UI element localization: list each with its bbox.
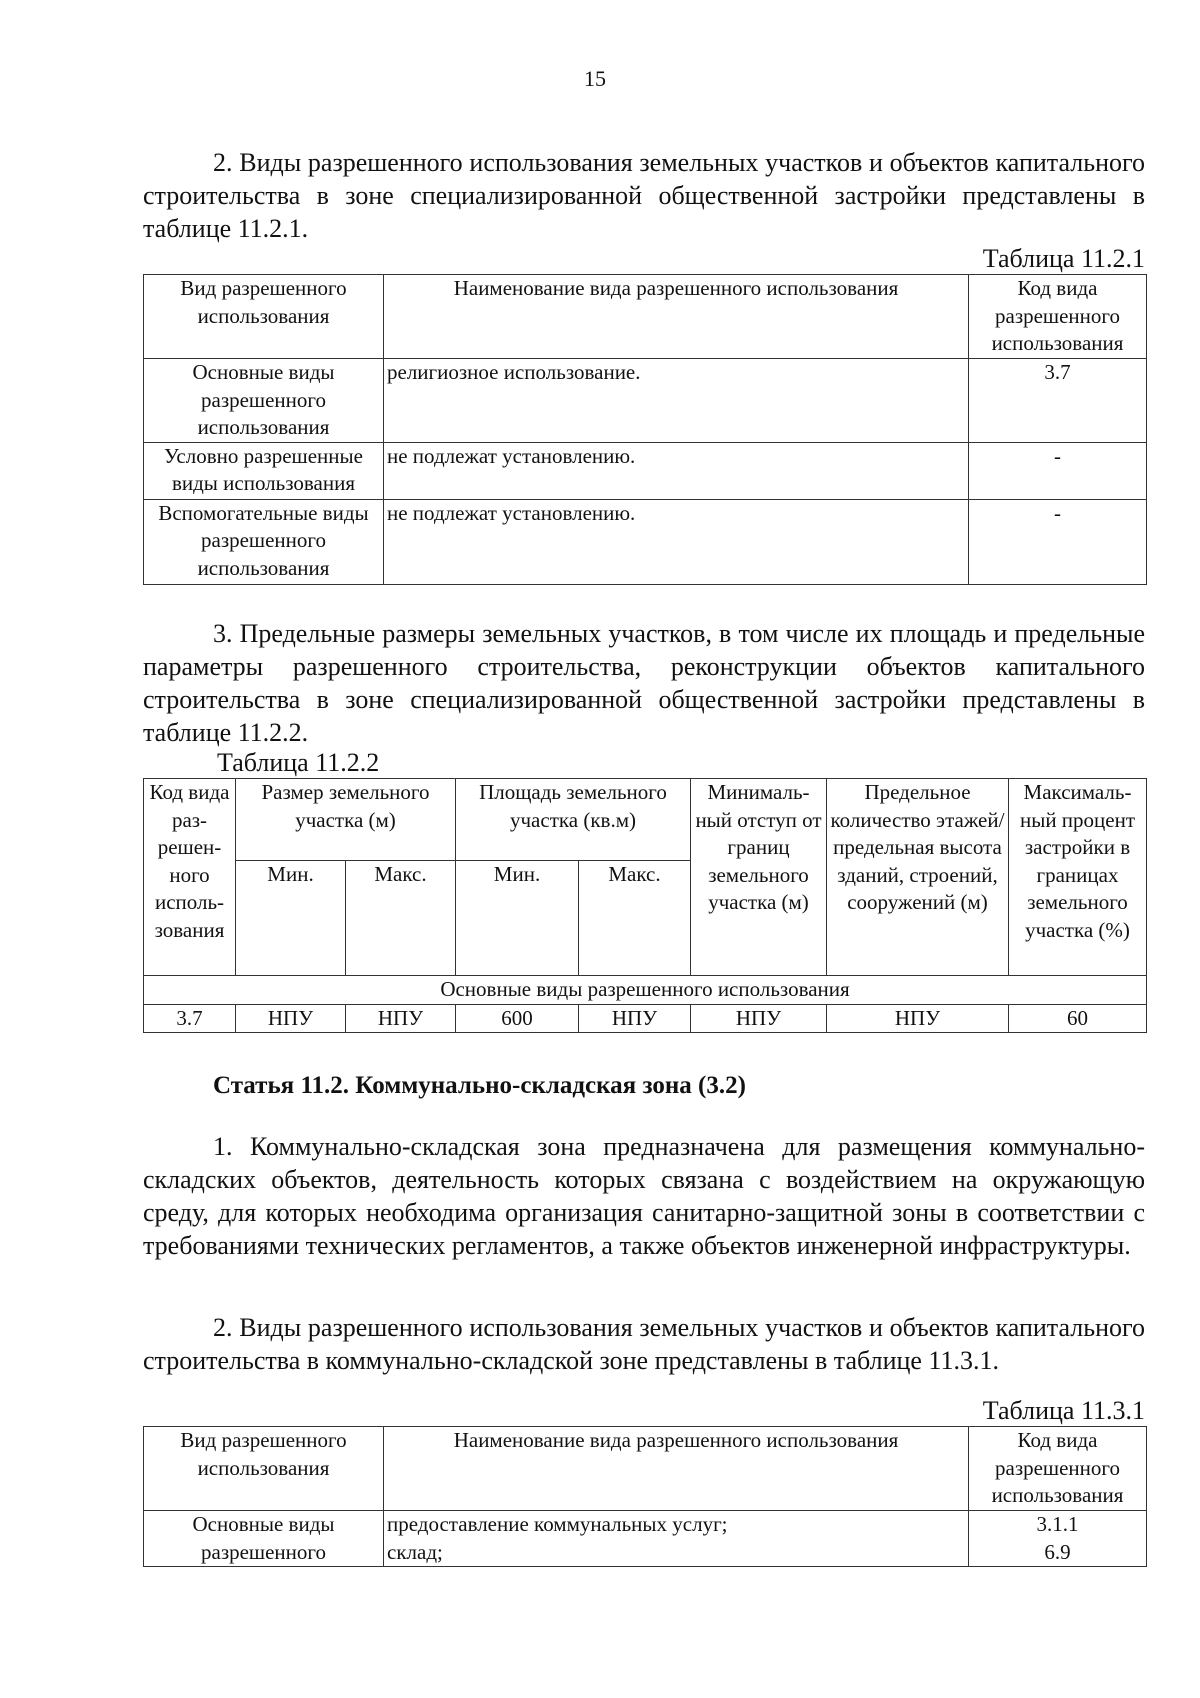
header-cell-min: Мин. bbox=[236, 861, 346, 976]
use-name-line: предоставление коммунальных услуг; bbox=[387, 1512, 728, 1536]
table-cell: НПУ bbox=[827, 1004, 1009, 1033]
table-11-3-1 bbox=[143, 1426, 1147, 1567]
table-11-2-2 bbox=[143, 778, 1147, 1033]
header-cell-min: Мин. bbox=[456, 861, 579, 976]
table-11-2-2-caption: Таблица 11.2.2 bbox=[217, 748, 380, 777]
table-cell: 3.7 bbox=[144, 1004, 236, 1033]
paragraph-3-limits: 3. Предельные размеры земельных участков, в том числе их площадь и предельные параметры разрешенного строительства, реконструкции объектов капитального строительства в зоне специализированной общественной застройки представлены в таблице 11.2.2. bbox=[143, 619, 1145, 747]
header-cell-area: Площадь земельного участка (кв.м) bbox=[456, 779, 691, 861]
table-cell: 3.7 bbox=[969, 359, 1147, 443]
table-cell: Основные виды разрешенного использования bbox=[144, 359, 384, 443]
header-cell-setback: Минималь- ный отступ от границ земельного участка (м) bbox=[691, 779, 827, 976]
header-cell-max: Макс. bbox=[346, 861, 456, 976]
header-cell-max: Макс. bbox=[579, 861, 691, 976]
table-row bbox=[144, 442, 1147, 499]
table-cell: НПУ bbox=[346, 1004, 456, 1033]
table-cell bbox=[969, 1511, 1147, 1567]
table-row bbox=[144, 1511, 1147, 1567]
table-row bbox=[144, 1004, 1147, 1033]
table-cell: не подлежат установлению. bbox=[384, 499, 969, 584]
table-cell: НПУ bbox=[579, 1004, 691, 1033]
table-cell bbox=[384, 1511, 969, 1567]
table-cell: 60 bbox=[1009, 1004, 1147, 1033]
table-cell: - bbox=[969, 499, 1147, 584]
header-cell-percent: Максималь- ный процент застройки в границах земельного участка (%) bbox=[1009, 779, 1147, 976]
table-cell: - bbox=[969, 442, 1147, 499]
header-cell: Код вида разрешенного использования bbox=[969, 275, 1147, 359]
paragraph-2-communal-uses: 2. Виды разрешенного использования земельных участков и объектов капитального строительства в коммунально-складской зоне представлены в таблице 11.3.1. bbox=[143, 1313, 1145, 1375]
use-name-line: склад; bbox=[387, 1539, 443, 1564]
table-row bbox=[144, 359, 1147, 443]
table-11-2-1-caption: Таблица 11.2.1 bbox=[982, 244, 1145, 273]
table-cell: религиозное использование. bbox=[384, 359, 969, 443]
table-11-3-1-caption: Таблица 11.3.1 bbox=[982, 1396, 1145, 1425]
header-cell-floors: Предельное количество этажей/ предельная высота зданий, строений, сооружений (м) bbox=[827, 779, 1009, 976]
table-11-2-1 bbox=[143, 274, 1147, 585]
table-header-row bbox=[144, 779, 1147, 861]
header-cell: Вид разрешенного использования bbox=[144, 1427, 384, 1511]
header-cell: Код вида разрешенного использования bbox=[969, 1427, 1147, 1511]
header-cell-code: Код вида раз- решен- ного исполь- зования bbox=[144, 779, 236, 976]
paragraph-1-communal-zone: 1. Коммунально-складская зона предназначена для размещения коммунально-складских объектов, деятельность которых связана с воздействием на окружающую среду, для которых необходима организация санитарно-защитной зоны в соответствии с требованиями технических регламентов, а также объектов инженерной инфраструктуры. bbox=[143, 1132, 1145, 1260]
table-section-row bbox=[144, 976, 1147, 1005]
header-cell: Наименование вида разрешенного использования bbox=[384, 1427, 969, 1511]
table-header-row bbox=[144, 1427, 1147, 1511]
header-cell: Вид разрешенного использования bbox=[144, 275, 384, 359]
use-code-line: 3.1.1 bbox=[1036, 1512, 1079, 1536]
table-header-row bbox=[144, 275, 1147, 359]
table-cell: Вспомогательные виды разрешенного использования bbox=[144, 499, 384, 584]
table-cell: НПУ bbox=[236, 1004, 346, 1033]
header-cell: Наименование вида разрешенного использования bbox=[384, 275, 969, 359]
page-number: 15 bbox=[584, 66, 606, 91]
section-cell: Основные виды разрешенного использования bbox=[144, 976, 1147, 1005]
table-cell: НПУ bbox=[691, 1004, 827, 1033]
use-code-line: 6.9 bbox=[1044, 1539, 1071, 1564]
paragraph-2-zone-uses: 2. Виды разрешенного использования земельных участков и объектов капитального строительства в зоне специализированной общественной застройки представлены в таблице 11.2.1. bbox=[143, 148, 1145, 243]
table-row bbox=[144, 499, 1147, 584]
table-cell: не подлежат установлению. bbox=[384, 442, 969, 499]
table-cell: Условно разрешенные виды использования bbox=[144, 442, 384, 499]
table-cell: 600 bbox=[456, 1004, 579, 1033]
table-cell: Основные виды разрешенного bbox=[144, 1511, 384, 1567]
article-heading: Статья 11.2. Коммунально-складская зона (3.2) bbox=[213, 1072, 746, 1099]
header-cell-size: Размер земельного участка (м) bbox=[236, 779, 456, 861]
